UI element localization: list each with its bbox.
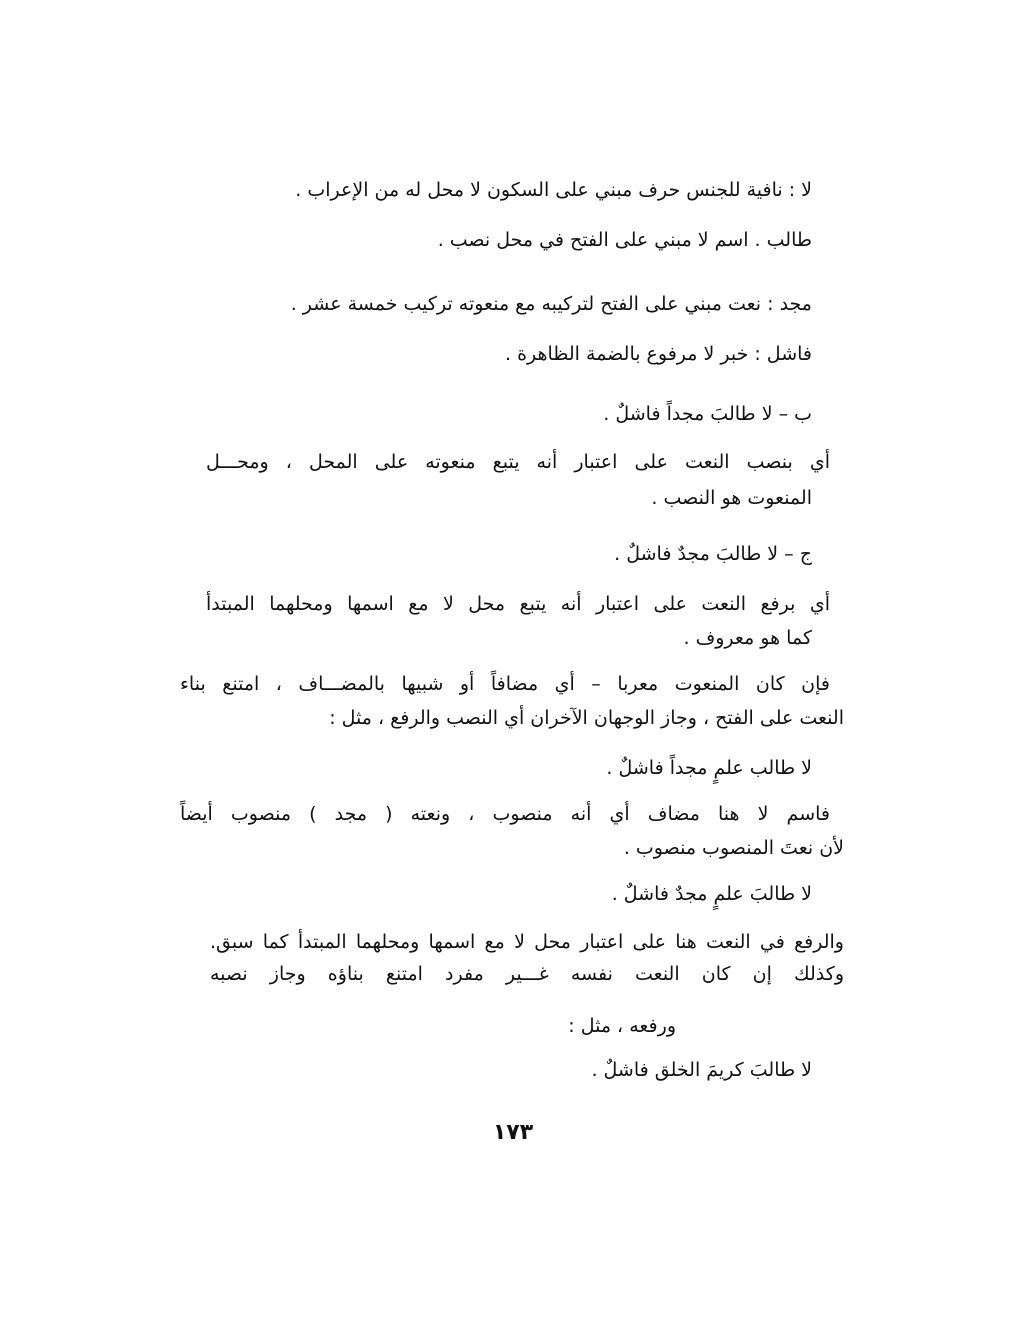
- text-line-la-analysis: لا : نافية للجنس حرف مبني على السكون لا محل له من الإعراب .: [295, 179, 812, 201]
- example-talib-ilm-raf: لا طالبَ علمٍ مجدٌ فاشلٌ .: [611, 883, 812, 905]
- text-line-ghayr-mufrad-rule-cont: ورفعه ، مثل :: [568, 1015, 676, 1037]
- text-line-nasb-explanation-cont: المنعوت هو النصب .: [651, 487, 812, 509]
- text-line-fashil-analysis: فاشل : خبر لا مرفوع بالضمة الظاهرة .: [504, 343, 812, 365]
- text-line-mudaf-explanation: فاسم لا هنا مضاف أي أنه منصوب ، ونعته ( مجد ) منصوب أيضاً: [180, 803, 830, 825]
- text-line-raf-note: والرفع في النعت هنا على اعتبار محل لا مع اسمها ومحلهما المبتدأ كما سبق.: [210, 931, 844, 953]
- text-line-raf-explanation: أي برفع النعت على اعتبار أنه يتبع محل لا مع اسمها ومحلهما المبتدأ: [206, 593, 830, 615]
- page-number: ١٧٣: [492, 1120, 534, 1145]
- example-karim-al-khuluq: لا طالبَ كريمَ الخلق فاشلٌ .: [591, 1059, 812, 1081]
- example-j: ج – لا طالبَ مجدٌ فاشلٌ .: [614, 543, 812, 565]
- text-line-murab-rule-cont: النعت على الفتح ، وجاز الوجهان الآخران أي النصب والرفع ، مثل :: [329, 707, 844, 729]
- text-line-nasb-explanation: أي بنصب النعت على اعتبار أنه يتبع منعوته على المحل ، ومحـــل: [206, 451, 830, 473]
- text-line-murab-rule: فإن كان المنعوت معربا – أي مضافاً أو شبيها بالمضـــاف ، امتنع بناء: [180, 673, 830, 695]
- text-line-ghayr-mufrad-rule: وكذلك إن كان النعت نفسه غـــير مفرد امتنع بناؤه وجاز نصبه: [210, 963, 844, 985]
- text-line-talib-analysis: طالب . اسم لا مبني على الفتح في محل نصب .: [437, 229, 812, 251]
- example-talib-ilm-nasb: لا طالب علمٍ مجداً فاشلٌ .: [606, 757, 812, 779]
- text-line-raf-explanation-cont: كما هو معروف .: [683, 627, 812, 649]
- example-b: ب – لا طالبَ مجداً فاشلٌ .: [603, 403, 812, 425]
- text-line-mudaf-explanation-cont: لأن نعتَ المنصوب منصوب .: [623, 837, 844, 859]
- text-line-mujid-analysis: مجد : نعت مبني على الفتح لتركيبه مع منعوته تركيب خمسة عشر .: [290, 293, 812, 315]
